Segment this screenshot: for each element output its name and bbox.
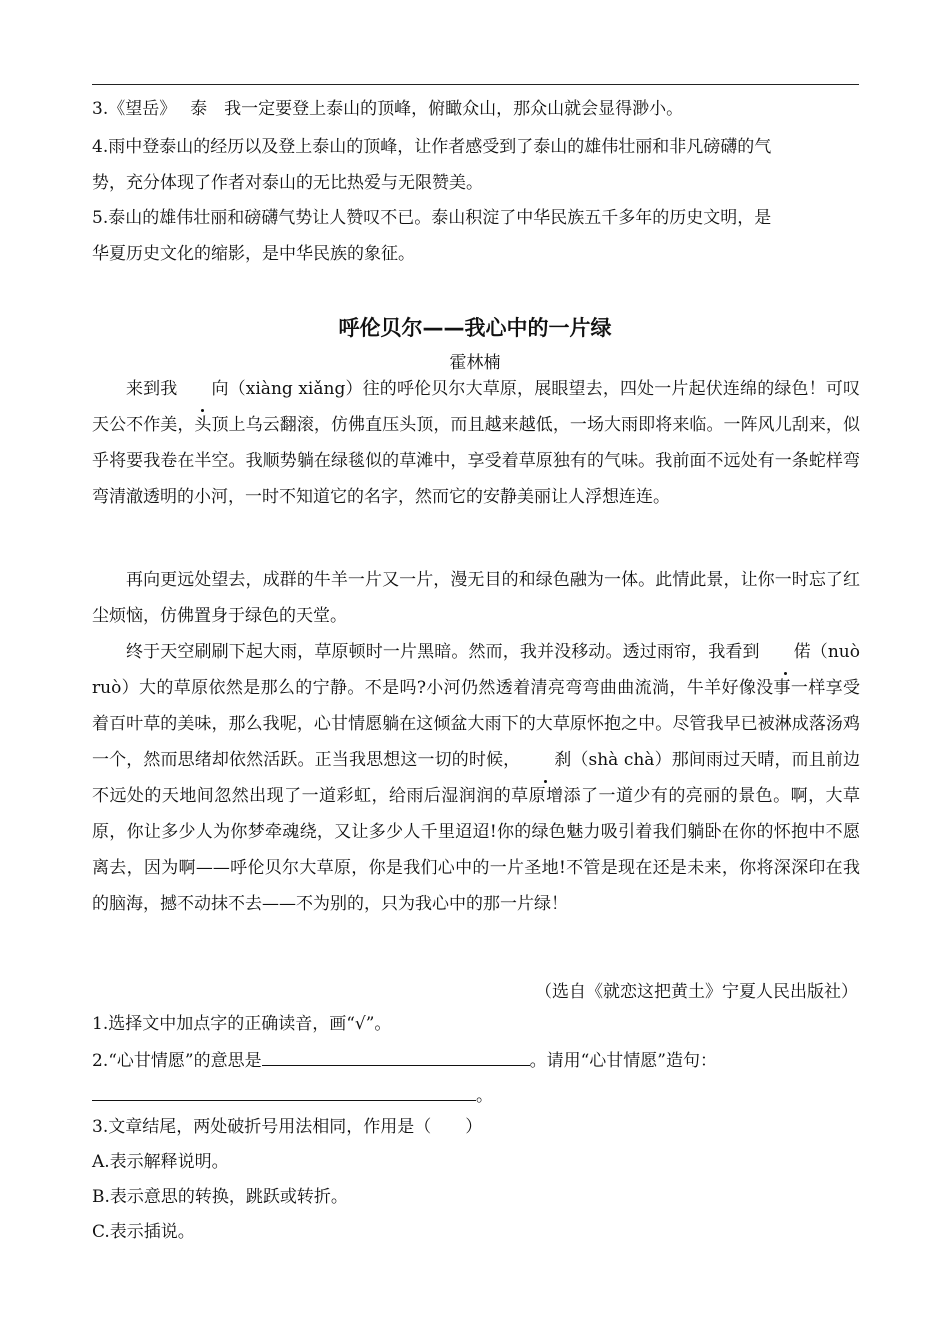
answer-4-line2: 势，充分体现了作者对泰山的无比热爱与无限赞美。 bbox=[92, 173, 483, 193]
question-1: 1.选择文中加点字的正确读音，画“√”。 bbox=[92, 1014, 392, 1034]
answer-5-line2: 华夏历史文化的缩影，是中华民族的象征。 bbox=[92, 244, 415, 264]
text-span: 。 bbox=[476, 1086, 493, 1106]
article-title: 呼伦贝尔——我心中的一片绿 bbox=[338, 316, 612, 340]
article-author: 霍林楠 bbox=[449, 353, 501, 373]
answer-4-line1: 4.雨中登泰山的经历以及登上泰山的顶峰，让作者感受到了泰山的雄伟壮丽和非凡磅礴的气 bbox=[92, 137, 772, 157]
question-3: 3.文章结尾，两处破折号用法相同，作用是（ ） bbox=[92, 1117, 483, 1137]
text-span: 2.“心甘情愿”的意思是 bbox=[92, 1051, 262, 1071]
dotted-char: 向 bbox=[177, 371, 228, 407]
paragraph-3 bbox=[92, 634, 860, 922]
option-b[interactable]: B.表示意思的转换，跳跃或转折。 bbox=[92, 1187, 348, 1207]
dotted-char: 偌 bbox=[760, 634, 811, 670]
text-span: （shà chà）那间雨过天晴，而且前边不远处的天地间忽然出现了一道彩虹，给雨后湿润润的草原增添了一道少有的亮丽的景色。啊，大草原，你让多少人为你梦牵魂绕，又让多少人千里迢迢!你的绿色魅力吸引着我们躺卧在你的怀抱中不愿离去，因为啊——呼伦贝尔大草原，你是我们心中的一片圣地!不管是现在还是未来，你将深深印在我的脑海，撼不动抹不去——不为别的，只为我心中的那一片绿！ bbox=[92, 750, 860, 914]
answer-blank-sentence[interactable] bbox=[92, 1084, 476, 1101]
option-a[interactable]: A.表示解释说明。 bbox=[92, 1152, 229, 1172]
paragraph-2: 再向更远处望去，成群的牛羊一片又一片，漫无目的和绿色融为一体。此情此景，让你一时忘了红尘烦恼，仿佛置身于绿色的天堂。 bbox=[92, 570, 860, 626]
text-span: 来到我 bbox=[126, 379, 178, 399]
answer-3: 3.《望岳》 泰 我一定要登上泰山的顶峰，俯瞰众山，那众山就会显得渺小。 bbox=[92, 99, 684, 119]
header-rule bbox=[92, 84, 859, 85]
question-2 bbox=[92, 1049, 717, 1071]
question-2-sentence bbox=[92, 1084, 493, 1106]
text-span: （nuò ruò）大的草原依然是那么的宁静。不是吗?小河仍然透着清亮弯弯曲曲流淌，牛羊好像没事一样享受着百叶草的美味，那么我呢，心甘情愿躺在这倾盆大雨下的大草原怀抱之中。尽管我早已被淋成落汤鸡一个，然而思绪却依然活跃。正当我思想这一切的时候， bbox=[92, 642, 860, 770]
option-c[interactable]: C.表示插说。 bbox=[92, 1222, 195, 1242]
answer-5-line1: 5.泰山的雄伟壮丽和磅礴气势让人赞叹不已。泰山积淀了中华民族五千多年的历史文明，是 bbox=[92, 208, 772, 228]
paragraph-1 bbox=[92, 371, 860, 515]
dotted-char: 刹 bbox=[520, 742, 571, 778]
text-span: （xiàng xiǎng）往的呼伦贝尔大草原，展眼望去，四处一片起伏连绵的绿色！可叹天公不作美，头顶上乌云翻滚，仿佛直压头顶，而且越来越低，一场大雨即将来临。一阵风儿刮来，似乎将要我卷在半空。我顺势躺在绿毯似的草滩中，享受着草原独有的气味。我前面不远处有一条蛇样弯弯清澈透明的小河，一时不知道它的名字，然而它的安静美丽让人浮想连连。 bbox=[92, 379, 860, 507]
answer-blank-meaning[interactable] bbox=[262, 1049, 530, 1066]
text-span: 终于天空刷刷下起大雨，草原顿时一片黑暗。然而，我并没移动。透过雨帘，我看到 bbox=[126, 642, 760, 662]
text-span: 。请用“心甘情愿”造句： bbox=[529, 1051, 717, 1071]
source-citation: （选自《就恋这把黄土》宁夏人民出版社） bbox=[535, 982, 858, 1002]
